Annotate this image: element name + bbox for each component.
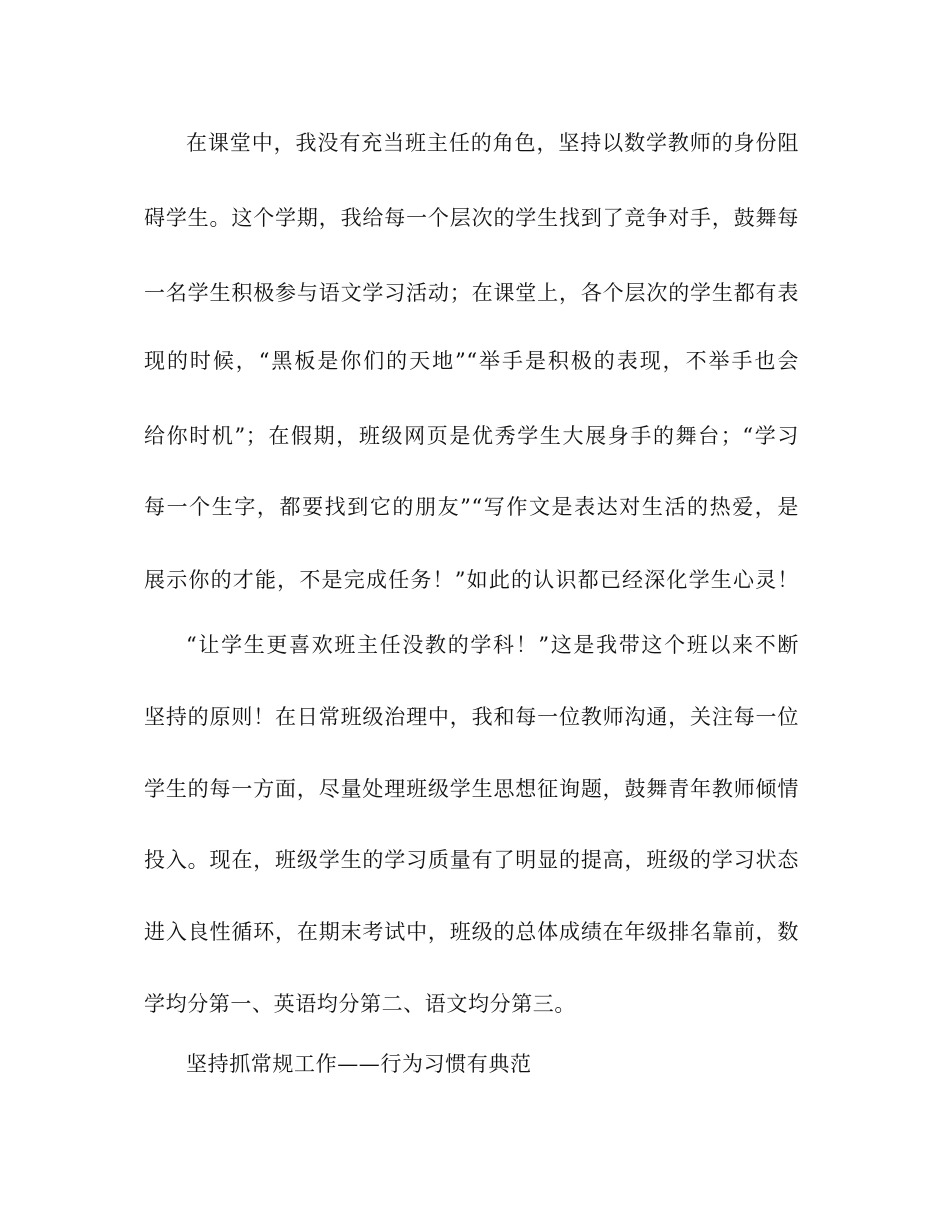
paragraph-2-line-5: 进入良性循环，在期末考试中，班级的总体成绩在年级排名靠前，数 — [144, 920, 799, 944]
paragraph-2-line-3: 学生的每一方面，尽量处理班级学生思想征询题，鼓舞青年教师倾情 — [144, 777, 799, 801]
paragraph-1-line-2: 碍学生。这个学期，我给每一个层次的学生找到了竞争对手，鼓舞每 — [144, 206, 799, 230]
paragraph-1-line-4: 现的时候，“黑板是你们的天地”“举手是积极的表现，不举手也会 — [144, 349, 799, 373]
paragraph-2-line-4: 投入。现在，班级学生的学习质量有了明显的提高，班级的学习状态 — [144, 848, 799, 872]
paragraph-1-line-3: 一名学生积极参与语文学习活动；在课堂上，各个层次的学生都有表 — [144, 281, 799, 305]
section-heading-line: 坚持抓常规工作——行为习惯有典范 — [186, 1052, 532, 1076]
paragraph-2-line-1: “让学生更喜欢班主任没教的学科！”这是我带这个班以来不断 — [186, 633, 799, 657]
paragraph-2-line-6: 学均分第一、英语均分第二、语文均分第三。 — [144, 992, 576, 1016]
paragraph-2-line-2: 坚持的原则！在日常班级治理中，我和每一位教师沟通，关注每一位 — [144, 705, 799, 729]
paragraph-1-line-5: 给你时机”；在假期，班级网页是优秀学生大展身手的舞台；“学习 — [144, 424, 799, 448]
paragraph-1-line-7: 展示你的才能，不是完成任务！”如此的认识都已经深化学生心灵！ — [144, 568, 799, 592]
paragraph-1-line-6: 每一个生字，都要找到它的朋友”“写作文是表达对生活的热爱，是 — [144, 495, 799, 519]
paragraph-1-line-1: 在课堂中，我没有充当班主任的角色，坚持以数学教师的身份阻 — [186, 131, 799, 155]
